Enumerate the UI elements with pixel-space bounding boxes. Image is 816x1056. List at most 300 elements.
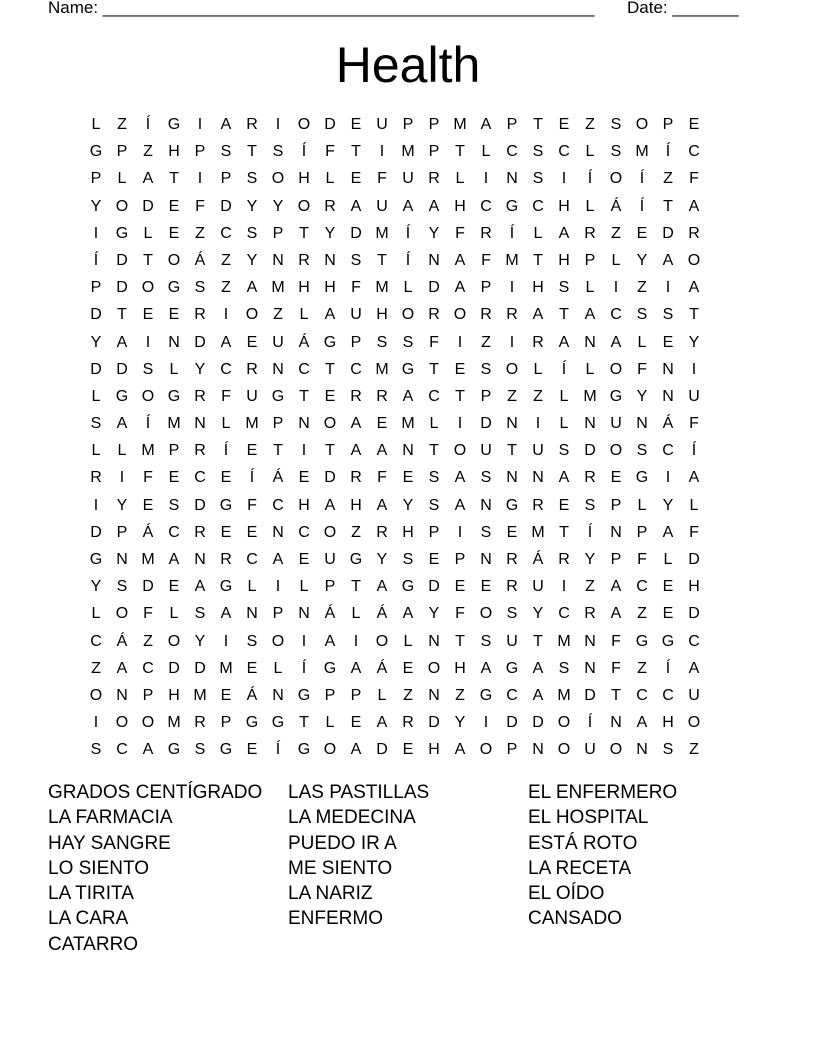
grid-letter: C [194, 469, 206, 487]
grid-letter: G [505, 496, 519, 514]
grid-letter: G [245, 714, 259, 732]
grid-letter: T [273, 442, 283, 460]
grid-letter: E [246, 333, 258, 351]
grid-letter: G [219, 578, 233, 596]
grid-letter: Z [689, 741, 699, 759]
grid-letter: D [90, 360, 102, 378]
grid-letter: Í [665, 659, 671, 677]
grid-letter: N [584, 415, 596, 433]
grid-letter: G [323, 333, 337, 351]
grid-letter: R [350, 387, 362, 405]
grid-letter: E [610, 469, 622, 487]
grid-letter: S [90, 415, 102, 433]
grid-letter: R [350, 469, 362, 487]
grid-letter: O [479, 605, 493, 623]
grid-letter: Y [90, 333, 102, 351]
grid-letter: D [142, 578, 154, 596]
grid-letter: S [480, 360, 492, 378]
grid-letter: E [480, 578, 492, 596]
grid-letter: A [350, 197, 362, 215]
word-list-item: EL OÍDO [528, 883, 605, 905]
grid-letter: P [324, 686, 336, 704]
grid-letter: E [402, 659, 414, 677]
grid-letter: M [583, 387, 597, 405]
grid-letter: S [246, 170, 258, 188]
grid-letter: M [375, 360, 389, 378]
grid-letter: P [350, 686, 362, 704]
grid-letter: A [116, 659, 128, 677]
grid-letter: N [532, 469, 544, 487]
grid-letter: L [351, 605, 361, 623]
grid-letter: G [609, 387, 623, 405]
grid-letter: L [299, 578, 309, 596]
grid-letter: L [533, 360, 543, 378]
grid-letter: A [636, 714, 648, 732]
grid-letter: H [428, 741, 440, 759]
grid-letter: I [353, 632, 359, 650]
grid-letter: E [454, 360, 466, 378]
grid-letter: O [687, 251, 701, 269]
grid-letter: A [246, 279, 258, 297]
grid-letter: G [661, 632, 675, 650]
grid-letter: M [531, 523, 545, 541]
grid-letter: N [636, 741, 648, 759]
grid-letter: S [246, 224, 258, 242]
grid-letter: I [93, 496, 99, 514]
grid-letter: N [584, 632, 596, 650]
grid-letter: S [662, 306, 674, 324]
grid-letter: C [610, 306, 622, 324]
word-list-item: CANSADO [528, 908, 622, 930]
grid-letter: A [688, 659, 700, 677]
grid-letter: A [402, 605, 414, 623]
grid-letter: T [689, 306, 699, 324]
grid-letter: G [505, 659, 519, 677]
grid-letter: Á [194, 251, 206, 269]
grid-letter: G [89, 143, 103, 161]
grid-letter: I [223, 632, 229, 650]
grid-letter: H [688, 578, 700, 596]
grid-letter: I [535, 415, 541, 433]
grid-letter: L [91, 387, 101, 405]
grid-letter: Á [116, 632, 128, 650]
grid-letter: O [245, 306, 259, 324]
grid-letter: Y [194, 632, 206, 650]
grid-letter: T [325, 442, 335, 460]
grid-letter: F [637, 360, 647, 378]
grid-letter: N [324, 251, 336, 269]
grid-letter: Í [405, 224, 411, 242]
grid-letter: P [584, 251, 596, 269]
grid-letter: R [376, 387, 388, 405]
grid-letter: A [610, 605, 622, 623]
grid-letter: I [119, 469, 125, 487]
grid-letter: P [610, 496, 622, 514]
grid-letter: C [246, 551, 258, 568]
grid-letter: P [168, 442, 180, 460]
grid-letter: A [194, 578, 206, 596]
grid-letter: U [532, 578, 544, 596]
grid-letter: C [220, 360, 232, 378]
grid-letter: L [91, 605, 101, 623]
grid-letter: D [324, 116, 336, 133]
grid-letter: A [142, 170, 154, 188]
grid-letter: T [455, 632, 465, 650]
grid-letter: Á [610, 197, 622, 215]
grid-letter: Z [403, 686, 413, 704]
grid-letter: M [635, 143, 649, 161]
grid-letter: L [169, 605, 179, 623]
name-field-label: Name: ____________________________________________________ [48, 0, 595, 17]
grid-letter: P [116, 143, 128, 161]
grid-letter: C [220, 224, 232, 242]
grid-letter: D [90, 306, 102, 324]
grid-letter: G [167, 387, 181, 405]
grid-letter: L [247, 578, 257, 596]
grid-letter: C [116, 741, 128, 759]
grid-letter: A [662, 523, 674, 541]
grid-letter: E [142, 496, 154, 514]
grid-letter: I [665, 279, 671, 297]
grid-letter: P [506, 116, 518, 133]
grid-letter: L [91, 442, 101, 460]
grid-letter: A [350, 741, 362, 759]
grid-letter: R [584, 605, 596, 623]
grid-letter: Z [611, 224, 621, 242]
grid-letter: G [89, 551, 103, 568]
grid-letter: Y [402, 496, 414, 514]
grid-letter: A [532, 686, 544, 704]
grid-letter: Z [637, 279, 647, 297]
grid-letter: A [688, 197, 700, 215]
grid-letter: N [506, 170, 518, 188]
grid-letter: G [323, 659, 337, 677]
grid-letter: N [584, 333, 596, 351]
grid-letter: S [480, 469, 492, 487]
grid-letter: U [402, 170, 414, 188]
grid-letter: S [246, 632, 258, 650]
grid-letter: R [584, 469, 596, 487]
grid-letter: U [350, 306, 362, 324]
grid-letter: C [428, 387, 440, 405]
word-list-item: ESTÁ ROTO [528, 832, 638, 854]
grid-letter: H [168, 143, 180, 161]
grid-letter: O [297, 197, 311, 215]
word-list-item: LA RECETA [528, 857, 632, 879]
grid-letter: Í [145, 116, 151, 133]
grid-letter: Y [116, 496, 128, 514]
grid-letter: A [402, 197, 414, 215]
grid-letter: O [635, 116, 649, 133]
page-title: Health [335, 37, 481, 93]
grid-letter: C [558, 605, 570, 623]
grid-letter: A [376, 496, 388, 514]
grid-letter: N [610, 714, 622, 732]
grid-letter: E [350, 714, 362, 732]
grid-letter: O [557, 741, 571, 759]
date-field-label: Date: _______ [627, 0, 739, 17]
grid-letter: Á [532, 551, 544, 568]
grid-letter: M [193, 686, 207, 704]
grid-letter: D [194, 333, 206, 351]
grid-letter: M [375, 279, 389, 297]
grid-letter: A [272, 551, 284, 568]
grid-letter: F [247, 496, 257, 514]
grid-letter: H [558, 251, 570, 269]
grid-letter: Y [688, 333, 700, 351]
grid-letter: M [141, 442, 155, 460]
grid-letter: C [688, 143, 700, 161]
grid-letter: L [169, 360, 179, 378]
grid-letter: S [610, 143, 622, 161]
grid-letter: R [324, 197, 336, 215]
grid-row [83, 546, 733, 573]
grid-letter: M [219, 659, 233, 677]
grid-letter: E [246, 659, 258, 677]
grid-letter: N [194, 551, 206, 568]
grid-letter: D [428, 279, 440, 297]
grid-letter: N [506, 469, 518, 487]
grid-letter: D [220, 197, 232, 215]
grid-letter: O [375, 632, 389, 650]
grid-letter: Z [221, 251, 231, 269]
grid-letter: O [115, 197, 129, 215]
grid-letter: H [662, 714, 674, 732]
grid-letter: E [662, 578, 674, 596]
grid-letter: T [533, 632, 543, 650]
grid-letter: Í [639, 197, 645, 215]
grid-letter: O [115, 605, 129, 623]
grid-letter: N [428, 632, 440, 650]
grid-letter: A [350, 659, 362, 677]
grid-letter: H [454, 197, 466, 215]
word-list-column [528, 780, 768, 932]
grid-letter: P [272, 605, 284, 623]
grid-letter: Y [428, 605, 440, 623]
grid-letter: S [220, 143, 232, 161]
grid-letter: A [480, 116, 492, 133]
grid-row [83, 492, 733, 519]
grid-letter: S [558, 659, 570, 677]
grid-row [83, 600, 733, 627]
grid-letter: Í [249, 469, 255, 487]
grid-letter: A [168, 551, 180, 568]
grid-letter: R [688, 224, 700, 242]
grid-row [83, 628, 733, 655]
grid-letter: I [665, 469, 671, 487]
grid-letter: D [376, 741, 388, 759]
grid-letter: C [688, 632, 700, 650]
grid-letter: O [167, 251, 181, 269]
grid-letter: S [480, 632, 492, 650]
grid-letter: E [428, 551, 440, 568]
grid-letter: C [298, 360, 310, 378]
grid-letter: Í [665, 143, 671, 161]
grid-letter: T [299, 224, 309, 242]
grid-letter: F [143, 605, 153, 623]
grid-letter: E [246, 741, 258, 759]
grid-letter: Z [481, 333, 491, 351]
grid-row [83, 655, 733, 682]
grid-letter: P [90, 170, 102, 188]
grid-letter: C [636, 686, 648, 704]
grid-letter: Y [428, 224, 440, 242]
grid-letter: G [219, 741, 233, 759]
grid-letter: P [454, 551, 466, 568]
grid-letter: P [194, 143, 206, 161]
grid-letter: F [455, 605, 465, 623]
grid-letter: O [609, 741, 623, 759]
grid-letter: I [93, 714, 99, 732]
grid-letter: P [142, 686, 154, 704]
grid-letter: O [427, 659, 441, 677]
grid-letter: C [506, 143, 518, 161]
grid-letter: Y [636, 387, 648, 405]
grid-letter: I [379, 143, 385, 161]
word-list-item: LA CARA [48, 908, 129, 930]
grid-letter: G [635, 632, 649, 650]
grid-letter: T [351, 578, 361, 596]
grid-letter: Z [585, 578, 595, 596]
grid-letter: A [688, 469, 700, 487]
grid-letter: L [403, 279, 413, 297]
grid-letter: F [455, 224, 465, 242]
grid-letter: H [324, 279, 336, 297]
grid-letter: O [479, 741, 493, 759]
grid-letter: U [480, 442, 492, 460]
grid-letter: A [558, 333, 570, 351]
grid-letter: L [429, 415, 439, 433]
word-list-item: CATARRO [48, 933, 139, 955]
grid-letter: I [561, 170, 567, 188]
grid-letter: Z [117, 116, 127, 133]
grid-letter: Y [246, 197, 258, 215]
grid-letter: S [636, 442, 648, 460]
grid-letter: M [167, 415, 181, 433]
grid-letter: I [483, 170, 489, 188]
grid-letter: N [428, 251, 440, 269]
grid-letter: A [324, 496, 336, 514]
grid-letter: D [428, 714, 440, 732]
grid-letter: P [662, 116, 674, 133]
grid-letter: E [454, 578, 466, 596]
grid-letter: T [611, 686, 621, 704]
grid-letter: G [297, 686, 311, 704]
word-list-item: LAS PASTILLAS [288, 782, 430, 803]
grid-letter: E [662, 605, 674, 623]
grid-letter: Í [587, 714, 593, 732]
grid-letter: D [662, 224, 674, 242]
grid-letter: A [376, 578, 388, 596]
grid-letter: I [197, 116, 203, 133]
grid-letter: U [376, 116, 388, 133]
grid-letter: T [533, 251, 543, 269]
grid-letter: S [168, 496, 180, 514]
grid-letter: E [168, 306, 180, 324]
grid-letter: T [351, 143, 361, 161]
grid-letter: E [220, 686, 232, 704]
grid-letter: Á [662, 415, 674, 433]
grid-letter: T [325, 360, 335, 378]
grid-letter: F [195, 197, 205, 215]
grid-letter: N [506, 415, 518, 433]
grid-letter: D [168, 659, 180, 677]
grid-letter: O [89, 686, 103, 704]
grid-letter: O [271, 632, 285, 650]
grid-letter: M [245, 415, 259, 433]
grid-letter: N [662, 387, 674, 405]
grid-letter: F [377, 170, 387, 188]
grid-letter: C [272, 496, 284, 514]
grid-letter: Y [246, 251, 258, 269]
grid-letter: N [480, 551, 492, 568]
grid-letter: A [558, 469, 570, 487]
grid-letter: M [271, 279, 285, 297]
grid-letter: E [506, 523, 518, 541]
word-list-item: ENFERMO [288, 908, 383, 930]
grid-letter: I [483, 714, 489, 732]
word-list-column [288, 780, 528, 932]
grid-letter: I [561, 578, 567, 596]
grid-letter: I [457, 333, 463, 351]
grid-letter: G [167, 741, 181, 759]
grid-letter: I [509, 279, 515, 297]
grid-letter: A [350, 415, 362, 433]
grid-letter: G [635, 469, 649, 487]
grid-letter: L [117, 442, 127, 460]
grid-letter: I [275, 578, 281, 596]
grid-letter: F [429, 333, 439, 351]
grid-letter: L [377, 686, 387, 704]
grid-letter: N [298, 415, 310, 433]
grid-letter: R [584, 224, 596, 242]
grid-letter: Z [455, 686, 465, 704]
grid-letter: E [298, 551, 310, 568]
grid-letter: E [220, 469, 232, 487]
grid-letter: M [167, 714, 181, 732]
grid-letter: H [532, 279, 544, 297]
grid-letter: L [325, 170, 335, 188]
grid-letter: H [168, 686, 180, 704]
grid-letter: S [402, 333, 414, 351]
grid-letter: G [219, 496, 233, 514]
grid-letter: G [271, 387, 285, 405]
grid-letter: Í [275, 741, 281, 759]
grid-letter: M [141, 551, 155, 568]
grid-letter: Y [376, 551, 388, 568]
grid-letter: G [349, 551, 363, 568]
grid-letter: O [609, 360, 623, 378]
grid-letter: E [142, 306, 154, 324]
grid-letter: S [272, 143, 284, 161]
grid-letter: O [401, 306, 415, 324]
grid-letter: N [298, 605, 310, 623]
grid-row [83, 682, 733, 709]
grid-letter: A [454, 251, 466, 269]
grid-letter: I [457, 415, 463, 433]
grid-letter: E [324, 387, 336, 405]
grid-letter: R [532, 496, 544, 514]
grid-letter: T [299, 714, 309, 732]
grid-letter: G [167, 279, 181, 297]
grid-letter: Í [639, 170, 645, 188]
grid-letter: Í [301, 143, 307, 161]
grid-letter: L [221, 415, 231, 433]
grid-row [83, 138, 733, 165]
grid-letter: U [688, 387, 700, 405]
grid-row [83, 464, 733, 491]
grid-letter: C [298, 523, 310, 541]
